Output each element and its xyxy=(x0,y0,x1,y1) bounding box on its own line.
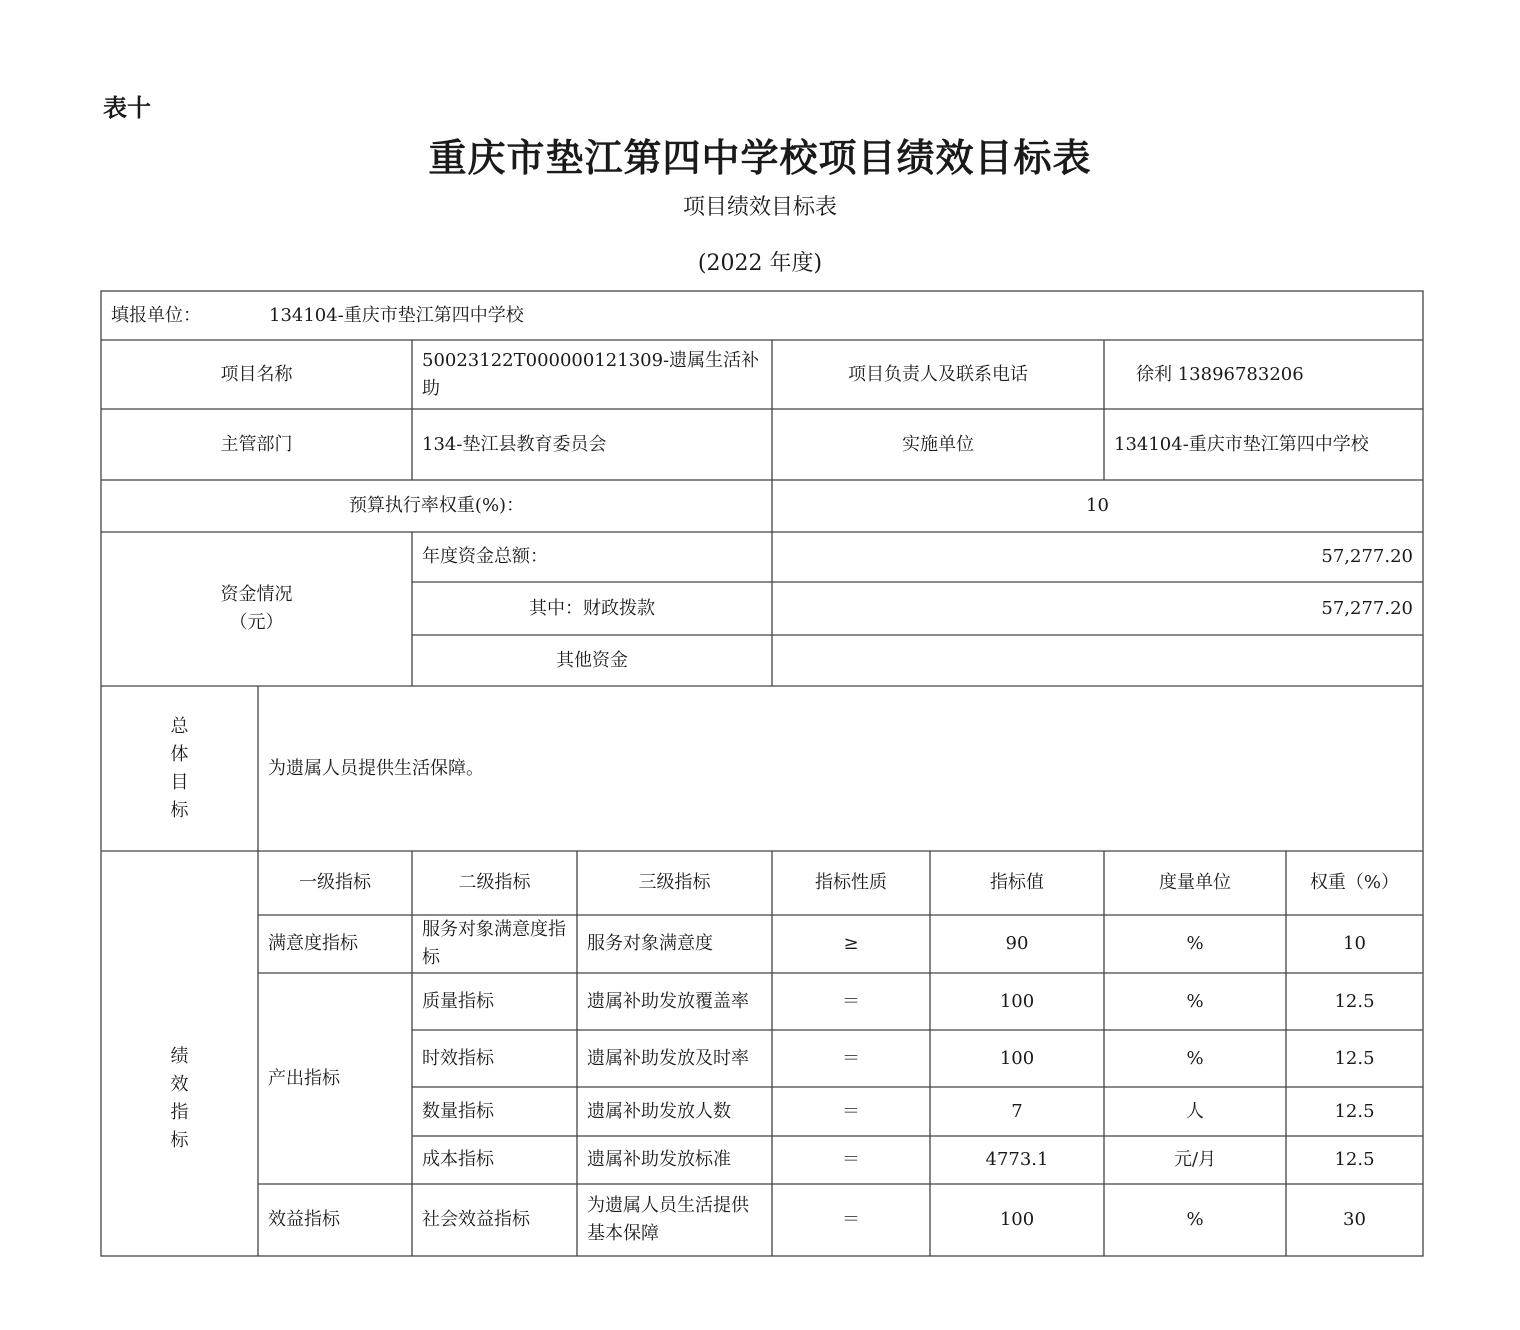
table-row-nature: ≥ xyxy=(843,933,859,954)
unit-label: 填报单位： xyxy=(111,304,201,326)
goal-label-char: 标 xyxy=(170,799,189,821)
table-row-unit: 人 xyxy=(1186,1100,1204,1122)
perf-label-char: 标 xyxy=(170,1129,189,1151)
funds-label-text: 资金情况 xyxy=(220,584,293,605)
table-row-nature: ＝ xyxy=(842,1047,860,1069)
header-level3: 三级指标 xyxy=(638,872,711,893)
table-row-nature: ＝ xyxy=(842,990,860,1012)
table-row-unit: % xyxy=(1186,1047,1204,1069)
budget-weight-value: 10 xyxy=(1086,495,1109,516)
table-row-level2: 成本指标 xyxy=(422,1149,494,1170)
table-row-level3: 服务对象满意度 xyxy=(587,933,713,954)
level1-satisfaction: 满意度指标 xyxy=(268,933,358,954)
table-row-level3: 遗属补助发放标准 xyxy=(587,1149,731,1170)
header-unit: 度量单位 xyxy=(1159,872,1231,893)
dept-label: 主管部门 xyxy=(220,433,293,455)
funds-total-value: 57,277.20 xyxy=(1321,546,1413,567)
table-row-value: 100 xyxy=(999,1209,1035,1230)
budget-weight-label: 预算执行率权重(%)： xyxy=(348,495,525,516)
table-row-nature: ＝ xyxy=(842,1100,860,1122)
table-row-nature: ＝ xyxy=(842,1209,860,1230)
project-name-value: 50023122T000000121309-遗属生活补助 xyxy=(422,349,760,399)
header-level1: 一级指标 xyxy=(299,872,371,893)
table-row-level3: 为遗属人员生活提供基本保障 xyxy=(587,1195,749,1244)
goal-label-char: 总 xyxy=(170,715,189,737)
table-row-weight: 12.5 xyxy=(1334,1047,1375,1069)
performance-label xyxy=(101,851,258,1256)
funds-label-unit: （元） xyxy=(229,612,284,633)
funds-total-label: 年度资金总额： xyxy=(422,546,548,567)
table-number: 表十 xyxy=(103,94,151,122)
table-row-unit: 元/月 xyxy=(1173,1149,1217,1170)
unit-value: 134104-重庆市垫江第四中学校 xyxy=(269,304,524,326)
header-level2: 二级指标 xyxy=(458,872,531,893)
level1-benefit: 效益指标 xyxy=(268,1209,340,1230)
header-value: 指标值 xyxy=(990,872,1044,893)
table-row-unit: % xyxy=(1186,933,1204,954)
table-row-weight: 30 xyxy=(1343,1209,1366,1230)
project-name-label: 项目名称 xyxy=(220,363,293,385)
level1-output: 产出指标 xyxy=(268,1067,340,1089)
table-row-level2: 数量指标 xyxy=(422,1100,494,1122)
page-subtitle: 项目绩效目标表 xyxy=(682,195,837,220)
project-contact-value: 徐利 13896783206 xyxy=(1136,363,1304,385)
funds-other-value xyxy=(772,635,1423,686)
funds-fiscal-label: 其中：财政拨款 xyxy=(529,597,655,619)
table-row-value: 90 xyxy=(1005,933,1029,954)
impl-unit-value: 134104-重庆市垫江第四中学校 xyxy=(1114,433,1369,455)
table-row-level3: 遗属补助发放及时率 xyxy=(587,1047,749,1069)
table-row-level2: 社会效益指标 xyxy=(422,1209,530,1230)
table-row-level2: 质量指标 xyxy=(422,990,494,1012)
header-nature: 指标性质 xyxy=(815,872,887,893)
dept-value: 134-垫江县教育委员会 xyxy=(422,433,607,455)
perf-label-char: 效 xyxy=(170,1073,189,1095)
table-row-weight: 12.5 xyxy=(1334,1149,1375,1170)
impl-unit-label: 实施单位 xyxy=(902,433,974,455)
page-title: 重庆市垫江第四中学校项目绩效目标表 xyxy=(428,135,1092,180)
perf-label-char: 指 xyxy=(170,1101,189,1123)
overall-goal-label xyxy=(101,686,258,851)
table-row-weight: 12.5 xyxy=(1334,990,1375,1012)
funds-label xyxy=(101,532,412,686)
table-row-value: 4773.1 xyxy=(985,1149,1049,1170)
table-row-level2: 时效指标 xyxy=(422,1047,494,1069)
table-row-value: 100 xyxy=(999,1047,1035,1069)
funds-fiscal-value: 57,277.20 xyxy=(1321,597,1413,619)
table-row-unit: % xyxy=(1186,1209,1204,1230)
project-contact-label: 项目负责人及联系电话 xyxy=(848,363,1028,385)
table-row-value: 7 xyxy=(1011,1100,1023,1122)
goal-label-char: 目 xyxy=(170,771,189,793)
table-row-weight: 10 xyxy=(1343,933,1366,954)
table-row-level3: 遗属补助发放人数 xyxy=(587,1100,731,1122)
header-weight: 权重（%） xyxy=(1309,872,1400,893)
funds-other-label: 其他资金 xyxy=(556,649,628,671)
overall-goal-text: 为遗属人员提供生活保障。 xyxy=(268,757,484,779)
table-row-level3: 遗属补助发放覆盖率 xyxy=(587,990,749,1012)
goal-label-char: 体 xyxy=(170,743,189,765)
table-row-nature: ＝ xyxy=(842,1149,860,1170)
fiscal-year: (2022 年度) xyxy=(697,251,823,276)
table-row-weight: 12.5 xyxy=(1334,1100,1375,1122)
table-row-value: 100 xyxy=(999,990,1035,1012)
table-row-unit: % xyxy=(1186,990,1204,1012)
table-row-level2: 服务对象满意度指标 xyxy=(422,919,566,968)
perf-label-char: 绩 xyxy=(170,1045,189,1067)
